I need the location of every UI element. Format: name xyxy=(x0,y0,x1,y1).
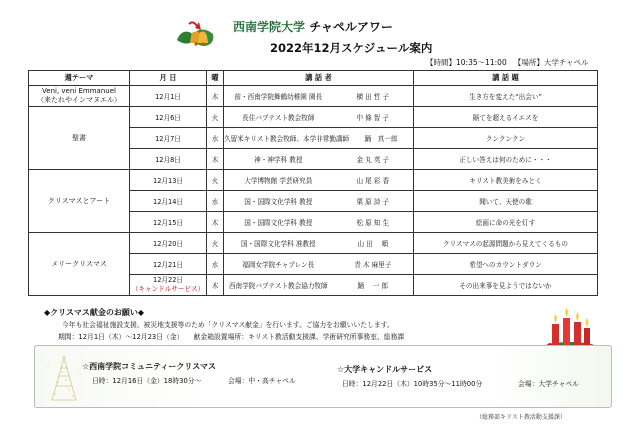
affiliation: 大学博物館 学芸研究員 xyxy=(244,177,313,185)
col-header-theme: 週テーマ xyxy=(29,71,130,86)
date-cell: 12月7日 xyxy=(130,128,207,149)
day-cell: 木 xyxy=(207,86,224,107)
donation-text: 今年も社会福祉施設支援、被災地支援等のため「クリスマス献金」を行います。ご協力をお願いいたします。 xyxy=(62,321,394,329)
day-cell: 水 xyxy=(207,254,224,275)
day-cell: 木 xyxy=(207,212,224,233)
topic-cell: クリスマスの起源問題から見えてくるもの xyxy=(414,233,598,254)
affiliation: 前・西南学院舞鶴幼稚園 園長 xyxy=(234,93,323,101)
col-header-day: 曜 xyxy=(207,71,224,86)
candle-service-datetime: 日時：12月22日（木）10時35分～11時00分 xyxy=(342,380,483,388)
time-place-info: 【時間】10:35～11:00 【場所】大学チャペル xyxy=(426,58,589,67)
theme-cell: Veni, veni Emmanuel （来たれやインマヌエル） xyxy=(29,86,130,107)
table-row xyxy=(29,86,598,107)
col-header-speaker: 講 話 者 xyxy=(224,71,414,86)
date-cell: 12月13日 xyxy=(130,170,207,191)
affiliation: 国・国際文化学科 教授 xyxy=(244,198,313,206)
topic-cell: 聞いて、天使の歌 xyxy=(414,191,598,212)
speaker-name: 松 原 知 生 xyxy=(356,219,390,227)
topic-cell: クンクンクン xyxy=(414,128,598,149)
date-cell: 12月22日 （キャンドルサービス） xyxy=(130,275,207,296)
schedule-table xyxy=(28,70,598,296)
theme-cell: 聖書 xyxy=(29,107,130,170)
day-cell: 火 xyxy=(207,170,224,191)
speaker-cell xyxy=(224,170,414,191)
date-cell: 12月8日 xyxy=(130,149,207,170)
affiliation: 国・国際文化学科 教授 xyxy=(244,219,313,227)
community-christmas-title: ☆西南学院コミュニティークリスマス xyxy=(82,362,217,371)
speaker-name: 山 尾 彩 香 xyxy=(356,177,390,185)
theme-cell: メリークリスマス xyxy=(29,233,130,296)
col-header-topic: 講 話 題 xyxy=(414,71,598,86)
date-cell: 12月6日 xyxy=(130,107,207,128)
affiliation: 国・国際文化学科 准教授 xyxy=(240,240,316,248)
speaker-cell xyxy=(224,149,414,170)
footer-department: （総務部キリスト教活動支援課） xyxy=(476,414,566,421)
table-row xyxy=(29,233,598,254)
topic-cell: 希望へのカウントダウン xyxy=(414,254,598,275)
topic-cell: 正しい答えは何のために・・・ xyxy=(414,149,598,170)
donation-period: 期間：12月1日（木）～12月23日（金） 献金箱設置場所：キリスト教活動支援課、学術研究所事務室、総務課 xyxy=(58,333,405,341)
speaker-cell xyxy=(224,212,414,233)
donation-heading: ◆クリスマス献金のお願い◆ xyxy=(44,308,144,317)
speaker-name: 青 木 麻里子 xyxy=(354,261,392,269)
table-row xyxy=(29,107,598,128)
day-cell: 木 xyxy=(207,149,224,170)
day-cell: 水 xyxy=(207,128,224,149)
community-christmas-venue: 会場：中・高チャペル xyxy=(228,377,296,385)
topic-cell: 生き方を変えた“出会い” xyxy=(414,86,598,107)
speaker-name: 金 丸 英 子 xyxy=(356,156,390,164)
speaker-name: 横 田 哲 子 xyxy=(356,93,390,101)
date-cell: 12月20日 xyxy=(130,233,207,254)
table-row xyxy=(29,170,598,191)
affiliation: 久留米キリスト教会牧師、本学非常勤講師 xyxy=(224,135,350,143)
topic-cell: その出来事を見ようではないか xyxy=(414,275,598,296)
speaker-cell xyxy=(224,191,414,212)
date-cell: 12月1日 xyxy=(130,86,207,107)
speaker-name: 踊 一 郎 xyxy=(357,282,389,290)
speaker-cell xyxy=(224,107,414,128)
speaker-name: 山 田 順 xyxy=(357,240,389,248)
speaker-name: 踊 真一郎 xyxy=(364,135,398,143)
theme-cell: クリスマスとアート xyxy=(29,170,130,233)
speaker-cell xyxy=(224,233,414,254)
candle-service-venue: 会場：大学チャペル xyxy=(518,380,579,388)
speaker-cell xyxy=(224,275,414,296)
affiliation: 福岡女学院チャプレン長 xyxy=(242,261,315,269)
day-cell: 火 xyxy=(207,233,224,254)
christmas-bells-icon xyxy=(171,18,221,54)
university-name: 西南学院大学 xyxy=(233,20,306,34)
speaker-cell xyxy=(224,128,414,149)
col-header-date: 月 日 xyxy=(130,71,207,86)
table-header-row xyxy=(29,71,598,86)
community-christmas-datetime: 日時：12月16日（金）18時30分～ xyxy=(92,377,202,385)
affiliation: 西南学院バプテスト教会協力牧師 xyxy=(228,282,328,290)
affiliation: 長住バプテスト教会牧師 xyxy=(242,114,315,122)
chapel-hour-title: チャペルアワー xyxy=(309,20,393,34)
day-cell: 火 xyxy=(207,107,224,128)
day-cell: 水 xyxy=(207,191,224,212)
topic-cell: 絵画に命の光を灯す xyxy=(414,212,598,233)
page-title-line1 xyxy=(233,18,393,35)
day-cell: 木 xyxy=(207,275,224,296)
date-cell: 12月21日 xyxy=(130,254,207,275)
speaker-cell xyxy=(224,86,414,107)
date-cell: 12月14日 xyxy=(130,191,207,212)
speaker-cell xyxy=(224,254,414,275)
speaker-name: 栗 原 詩 子 xyxy=(356,198,390,206)
speaker-name: 中 條 智 子 xyxy=(356,114,390,122)
topic-cell: キリスト教美術をみとく xyxy=(414,170,598,191)
page-title-line2: 2022年12月スケジュール案内 xyxy=(270,41,433,55)
christmas-tree-icon xyxy=(44,354,84,406)
date-cell: 12月15日 xyxy=(130,212,207,233)
affiliation: 神・神学科 教授 xyxy=(254,156,303,164)
candle-service-title: ☆大学キャンドルサービス xyxy=(337,365,433,374)
candle-service-note: （キャンドルサービス） xyxy=(131,285,205,293)
topic-cell: 隔てを超えるイエスを xyxy=(414,107,598,128)
